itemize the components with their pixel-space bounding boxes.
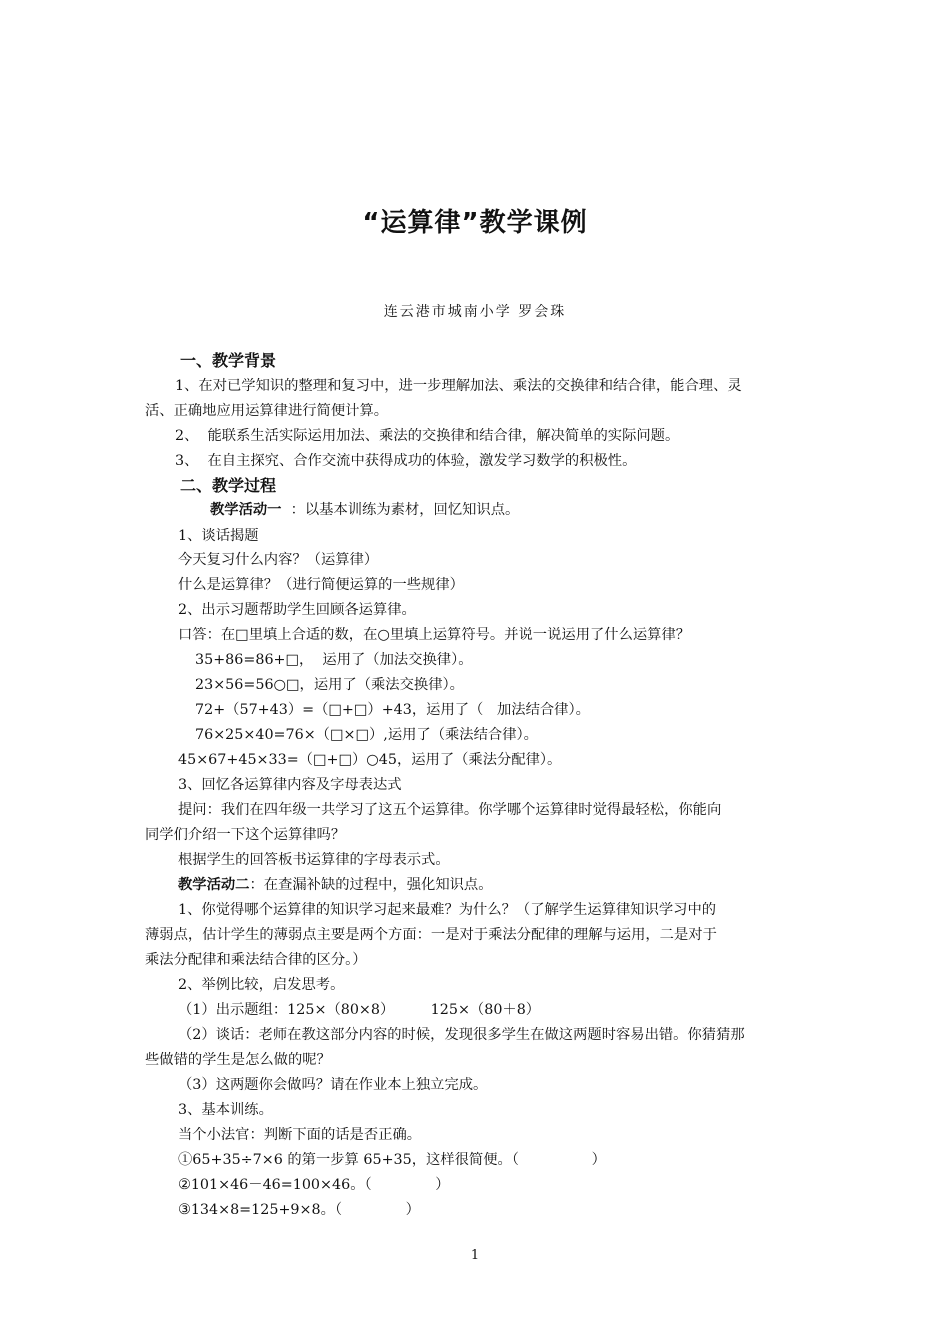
- exercise-line: 23×56=56○□，运用了（乘法交换律）。: [195, 677, 464, 693]
- paragraph-line: 当个小法官：判断下面的话是否正确。: [178, 1127, 422, 1143]
- paragraph-line: 2、出示习题帮助学生回顾各运算律。: [178, 602, 416, 618]
- section-heading-process: 二、教学过程: [180, 476, 277, 495]
- paragraph-line: 薄弱点，估计学生的薄弱点主要是两个方面：一是对于乘法分配律的理解与运用，二是对于: [145, 927, 717, 943]
- paragraph-line: 什么是运算律？（进行简便运算的一些规律）: [178, 577, 464, 593]
- paragraph-line: 些做错的学生是怎么做的呢？: [145, 1052, 331, 1068]
- paragraph-line: 1、在对已学知识的整理和复习中，进一步理解加法、乘法的交换律和结合律，能合理、灵: [175, 378, 742, 394]
- paragraph-line: （1）出示题组：125×（80×8） 125×（80＋8）: [178, 1002, 541, 1018]
- activity-two-label: 教学活动二: [178, 877, 250, 893]
- paragraph-line: 口答：在□里填上合适的数，在○里填上运算符号。并说一说运用了什么运算律？: [178, 627, 691, 643]
- exercise-line: 76×25×40=76×（□×□）,运用了（乘法结合律）。: [195, 727, 538, 743]
- paragraph-line: 乘法分配律和乘法结合律的区分。）: [145, 952, 367, 968]
- section-heading-background: 一、教学背景: [180, 351, 277, 370]
- activity-two-line: [178, 875, 493, 895]
- paragraph-line: 3、 在自主探究、合作交流中获得成功的体验，激发学习数学的积极性。: [175, 453, 637, 469]
- paragraph-line: 1、谈话揭题: [178, 528, 259, 544]
- exercise-line: 35+86=86+□， 运用了（加法交换律）。: [195, 652, 473, 668]
- paragraph-line: （2）谈话：老师在教这部分内容的时候，发现很多学生在做这两题时容易出错。你猜猜那: [178, 1027, 745, 1043]
- author-line: 连云港市城南小学 罗会珠: [383, 304, 567, 320]
- activity-one-text: ：以基本训练为素材，回忆知识点。: [281, 502, 520, 518]
- paragraph-line: 2、举例比较，启发思考。: [178, 977, 345, 993]
- paragraph-line: 同学们介绍一下这个运算律吗？: [145, 827, 346, 843]
- activity-one-line: [210, 500, 519, 520]
- paragraph-line: （3）这两题你会做吗？请在作业本上独立完成。: [178, 1077, 488, 1093]
- paragraph-line: 1、你觉得哪个运算律的知识学习起来最难？为什么？（了解学生运算律知识学习中的: [178, 902, 717, 918]
- paragraph-line: 今天复习什么内容？（运算律）: [178, 552, 379, 568]
- exercise-line: 45×67+45×33=（□+□）○45，运用了（乘法分配律）。: [178, 752, 562, 768]
- paragraph-line: 3、基本训练。: [178, 1102, 273, 1118]
- activity-one-label: 教学活动一: [210, 502, 282, 518]
- paragraph-line: 3、回忆各运算律内容及字母表达式: [178, 777, 402, 793]
- paragraph-line: 根据学生的回答板书运算律的字母表示式。: [178, 852, 450, 868]
- paragraph-line: 2、 能联系生活实际运用加法、乘法的交换律和结合律，解决简单的实际问题。: [175, 428, 680, 444]
- paragraph-line: 提问：我们在四年级一共学习了这五个运算律。你学哪个运算律时觉得最轻松，你能向: [178, 802, 722, 818]
- judge-item: ②101×46－46=100×46。（ ）: [178, 1177, 450, 1193]
- activity-two-text: ：在查漏补缺的过程中，强化知识点。: [249, 877, 493, 893]
- judge-item: ①65+35÷7×6 的第一步算 65+35，这样很简便。（ ）: [178, 1152, 606, 1168]
- document-title: “运算律”教学课例: [362, 208, 588, 238]
- judge-item: ③134×8=125+9×8。（ ）: [178, 1202, 420, 1218]
- exercise-line: 72+（57+43）=（□+□）+43，运用了（ 加法结合律）。: [195, 702, 590, 718]
- paragraph-line: 活、正确地应用运算律进行简便计算。: [145, 403, 389, 419]
- page-number: 1: [470, 1248, 480, 1263]
